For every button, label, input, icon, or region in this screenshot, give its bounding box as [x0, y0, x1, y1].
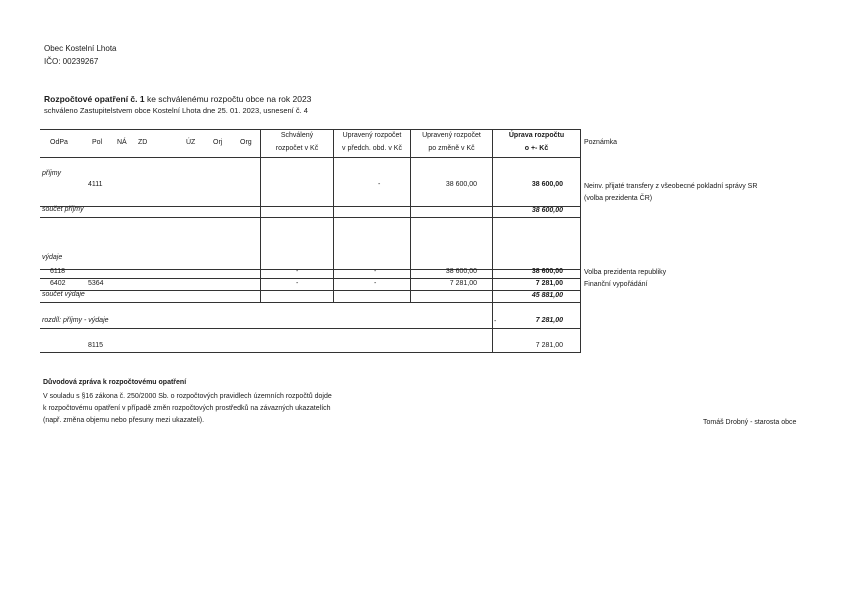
section-soucet-vydaje: součet výdaje	[42, 291, 85, 298]
col-org: Org	[240, 139, 252, 146]
rozdil-line	[40, 328, 581, 329]
note-line-1: V souladu s §16 zákona č. 250/2000 Sb. o rozpočtových pravidlech územních rozpočtů dojde	[43, 393, 332, 400]
row-8115-uprava: 7 281,00	[535, 342, 563, 349]
row-6402-po-zmene: 7 281,00	[449, 280, 477, 287]
row-6118-schv: -	[296, 268, 299, 275]
title-bold: Rozpočtové opatření č. 1	[44, 94, 145, 104]
col-po-zmene-2: po změně v Kč	[428, 145, 475, 152]
col-line-4	[492, 129, 493, 352]
soucet-vydaje-line	[40, 302, 581, 303]
row-6402-odpa: 6402	[50, 280, 66, 287]
col-orj: Orj	[213, 139, 223, 146]
col-poznamka: Poznámka	[584, 139, 618, 146]
col-uprava-2: o +- Kč	[524, 145, 549, 152]
col-line-1	[260, 129, 261, 302]
rozdil-value: 7 281,00	[535, 317, 563, 324]
row-6118-uprava: 38 600,00	[531, 268, 563, 275]
section-soucet-prijmy: součet příjmy	[42, 206, 84, 213]
municipality-name: Obec Kostelní Lhota	[44, 44, 117, 53]
row-6118-predch: -	[374, 268, 377, 275]
page-title	[44, 94, 311, 104]
note-title: Důvodová zpráva k rozpočtovému opatření	[43, 379, 187, 386]
page-subtitle: schváleno Zastupitelstvem obce Kostelní Lhota dne 25. 01. 2023, usnesení č. 4	[44, 106, 308, 115]
row-6402-line	[40, 290, 581, 291]
row-8115-pol: 8115	[88, 342, 104, 349]
col-line-3	[410, 129, 411, 302]
section-vydaje: výdaje	[42, 254, 63, 261]
soucet-prijmy-value: 38 600,00	[531, 207, 563, 214]
col-odpa: OdPa	[50, 139, 68, 146]
col-upraveny-1: Upravený rozpočet	[342, 132, 402, 139]
note-line-3: (např. změna objemu nebo přesuny mezi ukazateli).	[43, 417, 205, 424]
header-bottom-line	[40, 157, 581, 158]
note-line-2: k rozpočtovému opatření v případě změn rozpočtových prostředků na závazných ukazatelích	[43, 405, 331, 412]
col-po-zmene-1: Upravený rozpočet	[422, 132, 481, 139]
col-upraveny-2: v předch. obd. v Kč	[342, 145, 402, 152]
row-6402-predch: -	[374, 280, 377, 287]
col-schvaleny-1: Schválený	[280, 132, 314, 139]
row-6118-note: Volba prezidenta republiky	[584, 269, 667, 276]
row-6402-note: Finanční vypořádání	[584, 281, 648, 288]
ico-number: IČO: 00239267	[44, 57, 99, 66]
table-bottom-line	[40, 352, 581, 353]
row-4111-predch: -	[378, 181, 381, 188]
col-uz: ÚZ	[186, 139, 196, 146]
row-6402-uprava: 7 281,00	[535, 280, 563, 287]
row-4111-po-zmene: 38 600,00	[445, 181, 477, 188]
title-rest: ke schválenému rozpočtu obce na rok 2023	[144, 94, 312, 104]
col-line-5	[580, 129, 581, 352]
rozdil-sign: -	[494, 318, 497, 325]
section-prijmy: příjmy	[42, 170, 62, 177]
row-4111-pol: 4111	[88, 181, 103, 188]
col-zd: ZD	[138, 139, 148, 146]
soucet-prijmy-line	[40, 217, 581, 218]
row-6118-odpa: 6118	[50, 268, 66, 275]
row-4111-note-1: Neinv. přijaté transfery z všeobecné pokladní správy SR	[584, 183, 758, 190]
soucet-vydaje-value: 45 881,00	[531, 292, 563, 299]
table-top-line	[40, 129, 581, 130]
row-4111-uprava: 38 600,00	[531, 181, 563, 188]
col-na: NÁ	[117, 139, 127, 146]
row-6402-pol: 5364	[88, 280, 104, 287]
row-4111-note-2: (volba prezidenta ČR)	[584, 195, 653, 202]
row-6402-schv: -	[296, 280, 299, 287]
col-pol: Pol	[92, 139, 103, 146]
col-schvaleny-2: rozpočet v Kč	[275, 145, 319, 152]
row-6118-line	[40, 278, 581, 279]
row-6118-po-zmene: 38 600,00	[445, 268, 477, 275]
signature: Tomáš Drobný - starosta obce	[703, 419, 797, 426]
col-line-2	[333, 129, 334, 302]
col-uprava-1: Úprava rozpočtu	[508, 132, 565, 139]
section-rozdil: rozdíl: příjmy - výdaje	[42, 317, 109, 324]
